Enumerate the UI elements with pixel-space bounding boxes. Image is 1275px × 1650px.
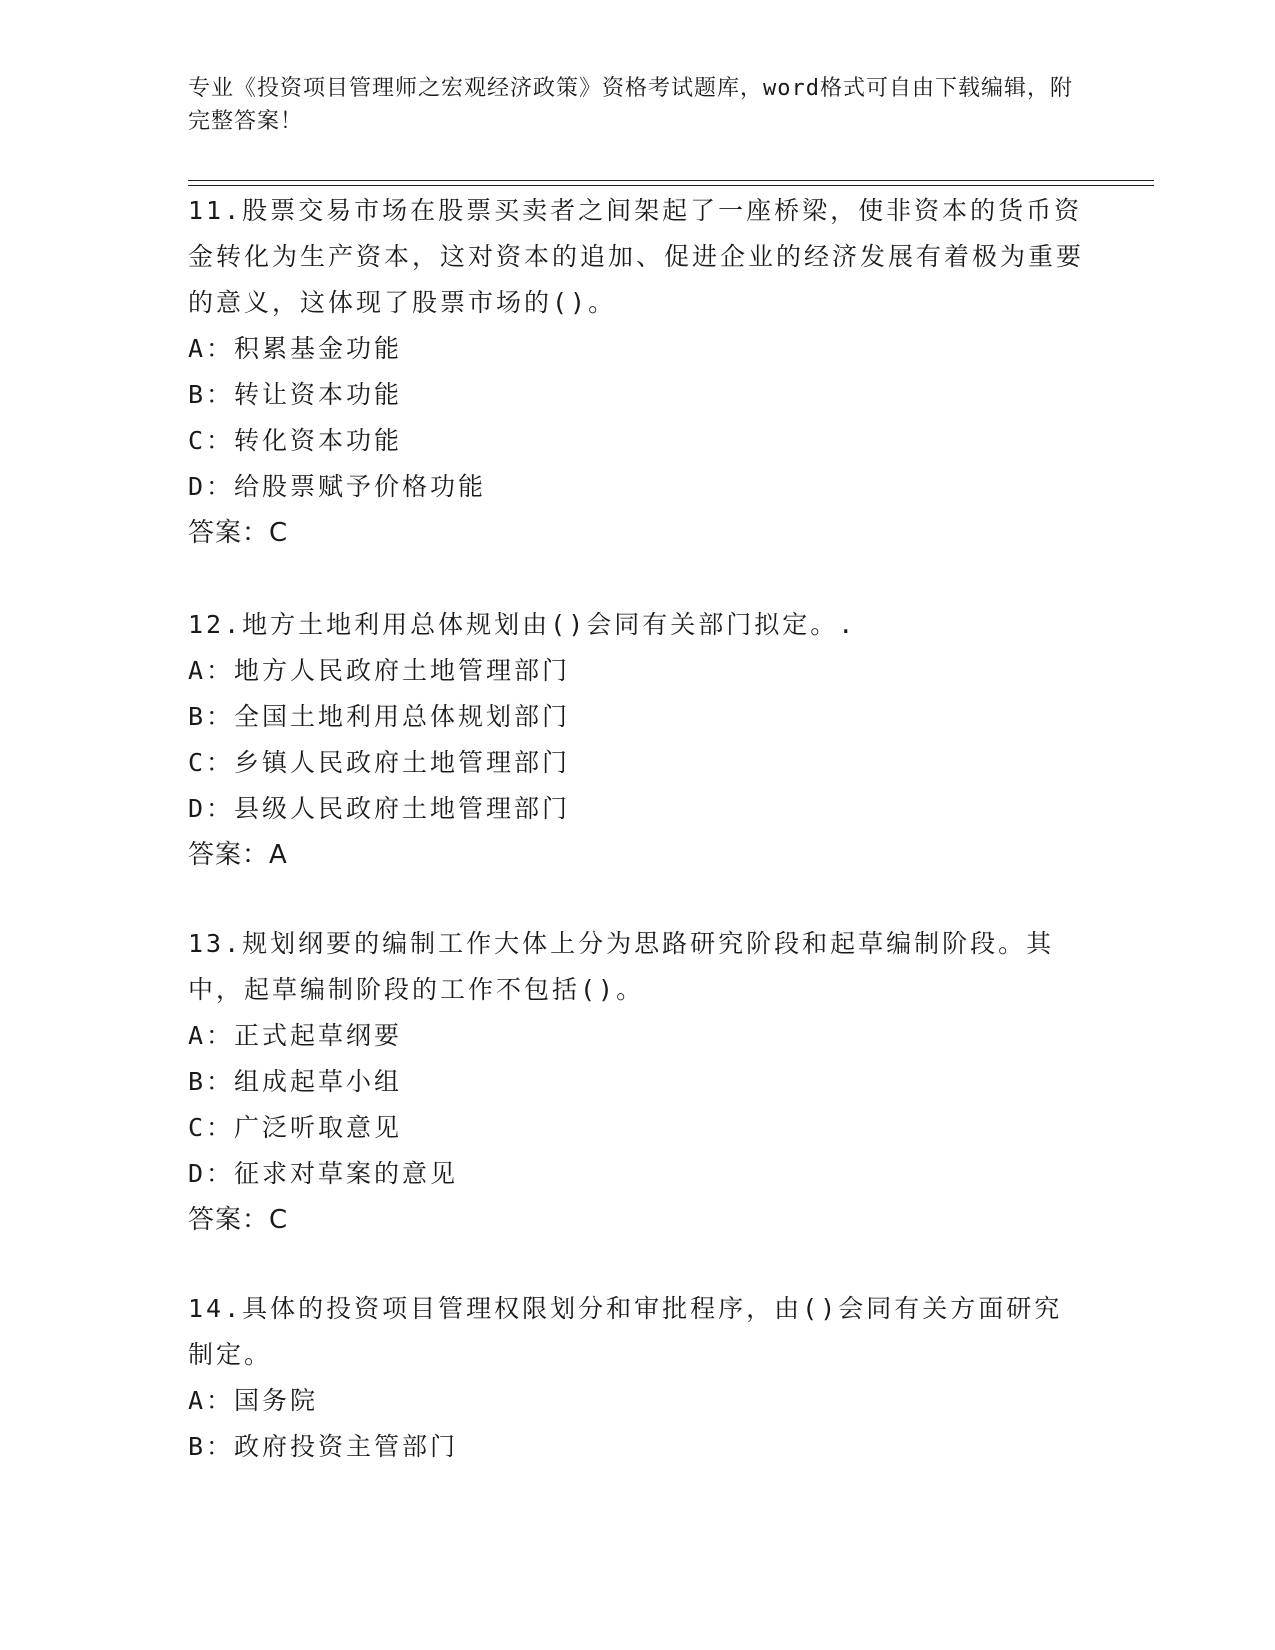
question-stem: 14.具体的投资项目管理权限划分和审批程序，由()会同有关方面研究制定。: [188, 1294, 1063, 1369]
document-header: 专业《投资项目管理师之宏观经济政策》资格考试题库，word格式可自由下载编辑，附完整答案！: [188, 76, 1073, 134]
question-12: [188, 602, 1088, 878]
option-c: C：转化资本功能: [188, 426, 403, 455]
header-divider-bottom: [188, 185, 1154, 186]
option-b: B：全国土地利用总体规划部门: [188, 702, 571, 731]
option-c: C：广泛听取意见: [188, 1113, 403, 1142]
option-d: D：征求对草案的意见: [188, 1159, 459, 1188]
question-stem: 13.规划纲要的编制工作大体上分为思路研究阶段和起草编制阶段。其中，起草编制阶段的工作不包括()。: [188, 929, 1055, 1004]
option-d: D：县级人民政府土地管理部门: [188, 794, 571, 823]
option-d: D：给股票赋予价格功能: [188, 472, 487, 501]
option-a: A：地方人民政府土地管理部门: [188, 656, 571, 685]
option-c: C：乡镇人民政府土地管理部门: [188, 748, 571, 777]
answer: 答案：A: [188, 840, 288, 870]
answer: 答案：C: [188, 518, 289, 548]
question-13: [188, 921, 1088, 1243]
header-divider-top: [188, 180, 1154, 181]
question-11: [188, 188, 1088, 556]
option-b: B：政府投资主管部门: [188, 1432, 459, 1461]
question-stem: 11.股票交易市场在股票买卖者之间架起了一座桥梁，使非资本的货币资金转化为生产资本，这对资本的追加、促进企业的经济发展有着极为重要的意义，这体现了股票市场的()。: [188, 196, 1085, 317]
option-a: A：正式起草纲要: [188, 1021, 403, 1050]
option-b: B：组成起草小组: [188, 1067, 403, 1096]
option-a: A：国务院: [188, 1386, 319, 1415]
option-b: B：转让资本功能: [188, 380, 403, 409]
answer: 答案：C: [188, 1205, 289, 1235]
question-14: [188, 1286, 1088, 1470]
option-a: A：积累基金功能: [188, 334, 403, 363]
question-stem: 12.地方土地利用总体规划由()会同有关部门拟定。.: [188, 610, 857, 639]
